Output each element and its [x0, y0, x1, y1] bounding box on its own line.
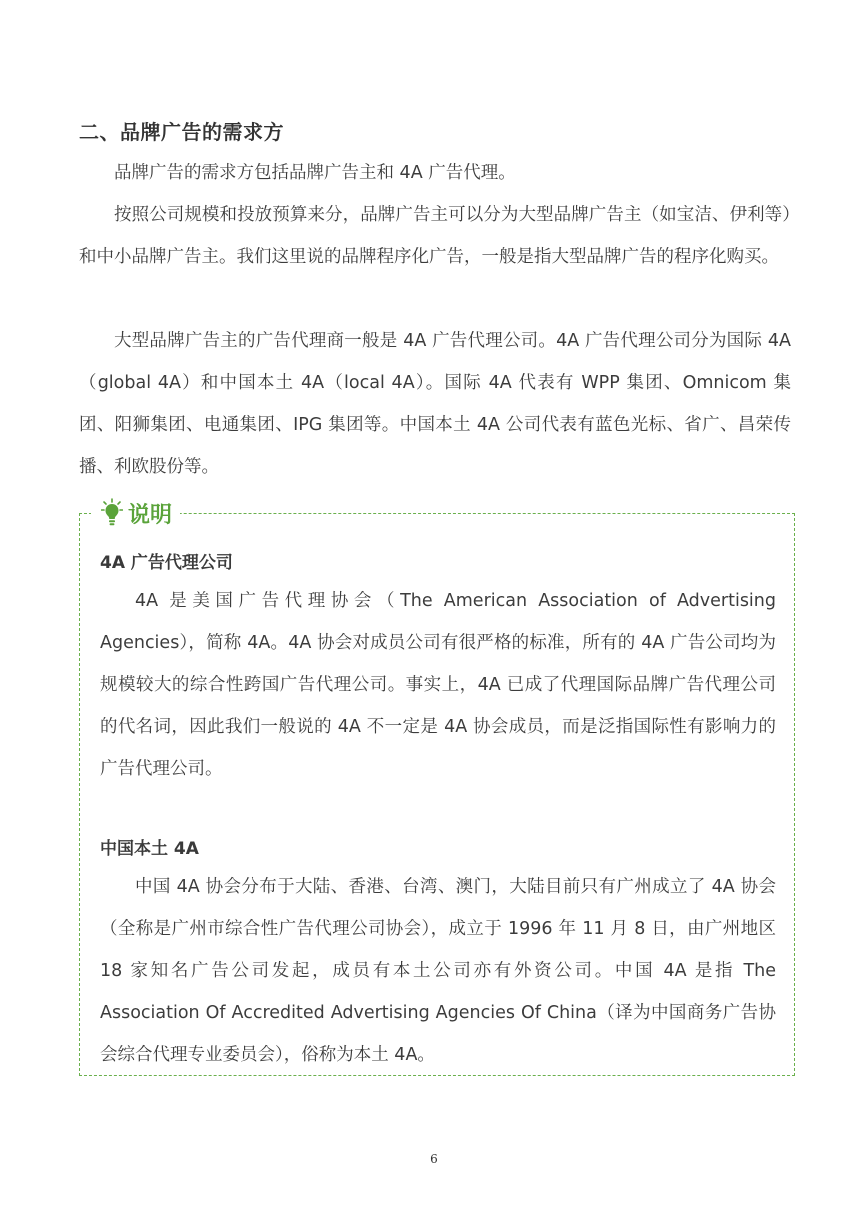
body-paragraph: 品牌广告的需求方包括品牌广告主和 4A 广告代理。: [114, 163, 516, 183]
note-paragraph: 中国 4A 协会分布于大陆、香港、台湾、澳门，大陆目前只有广州成立了 4A 协会（全称是广州市综合性广告代理公司协会），成立于 1996 年 11 月 8 日，由广州地区 18 家知名广告公司发起，成员有本土公司亦有外资公司。中国 4A 是指 The Association Of Accredited Advertising Agencies Of China（译为中国商务广告协会综合代理专业委员会），俗称为本土 4A。: [100, 877, 776, 1065]
note-paragraph: 4A 是美国广告代理协会（The American Association of Advertising Agencies），简称 4A。4A 协会对成员公司有很严格的标准，所有的 4A 广告公司均为规模较大的综合性跨国广告代理公司。事实上，4A 已成了代理国际品牌广告代理公司的代名词，因此我们一般说的 4A 不一定是 4A 协会成员，而是泛指国际性有影响力的广告代理公司。: [100, 591, 776, 779]
note-subtitle: 中国本土 4A: [100, 839, 199, 859]
body-paragraph: 按照公司规模和投放预算来分，品牌广告主可以分为大型品牌广告主（如宝洁、伊利等）和中小品牌广告主。我们这里说的品牌程序化广告，一般是指大型品牌广告的程序化购买。: [79, 205, 791, 267]
lightbulb-icon: [101, 498, 123, 528]
section-heading: 二、品牌广告的需求方: [79, 120, 284, 144]
note-subtitle: 4A 广告代理公司: [100, 553, 233, 573]
note-header: [91, 494, 180, 532]
page-number: 6: [430, 1152, 438, 1166]
body-paragraph: 大型品牌广告主的广告代理商一般是 4A 广告代理公司。4A 广告代理公司分为国际 4A（global 4A）和中国本土 4A（local 4A）。国际 4A 代表有 WPP 集团、Omnicom 集团、阳狮集团、电通集团、IPG 集团等。中国本土 4A 公司代表有蓝色光标、省广、昌荣传播、利欧股份等。: [79, 331, 791, 477]
note-title: 说明: [128, 502, 173, 528]
